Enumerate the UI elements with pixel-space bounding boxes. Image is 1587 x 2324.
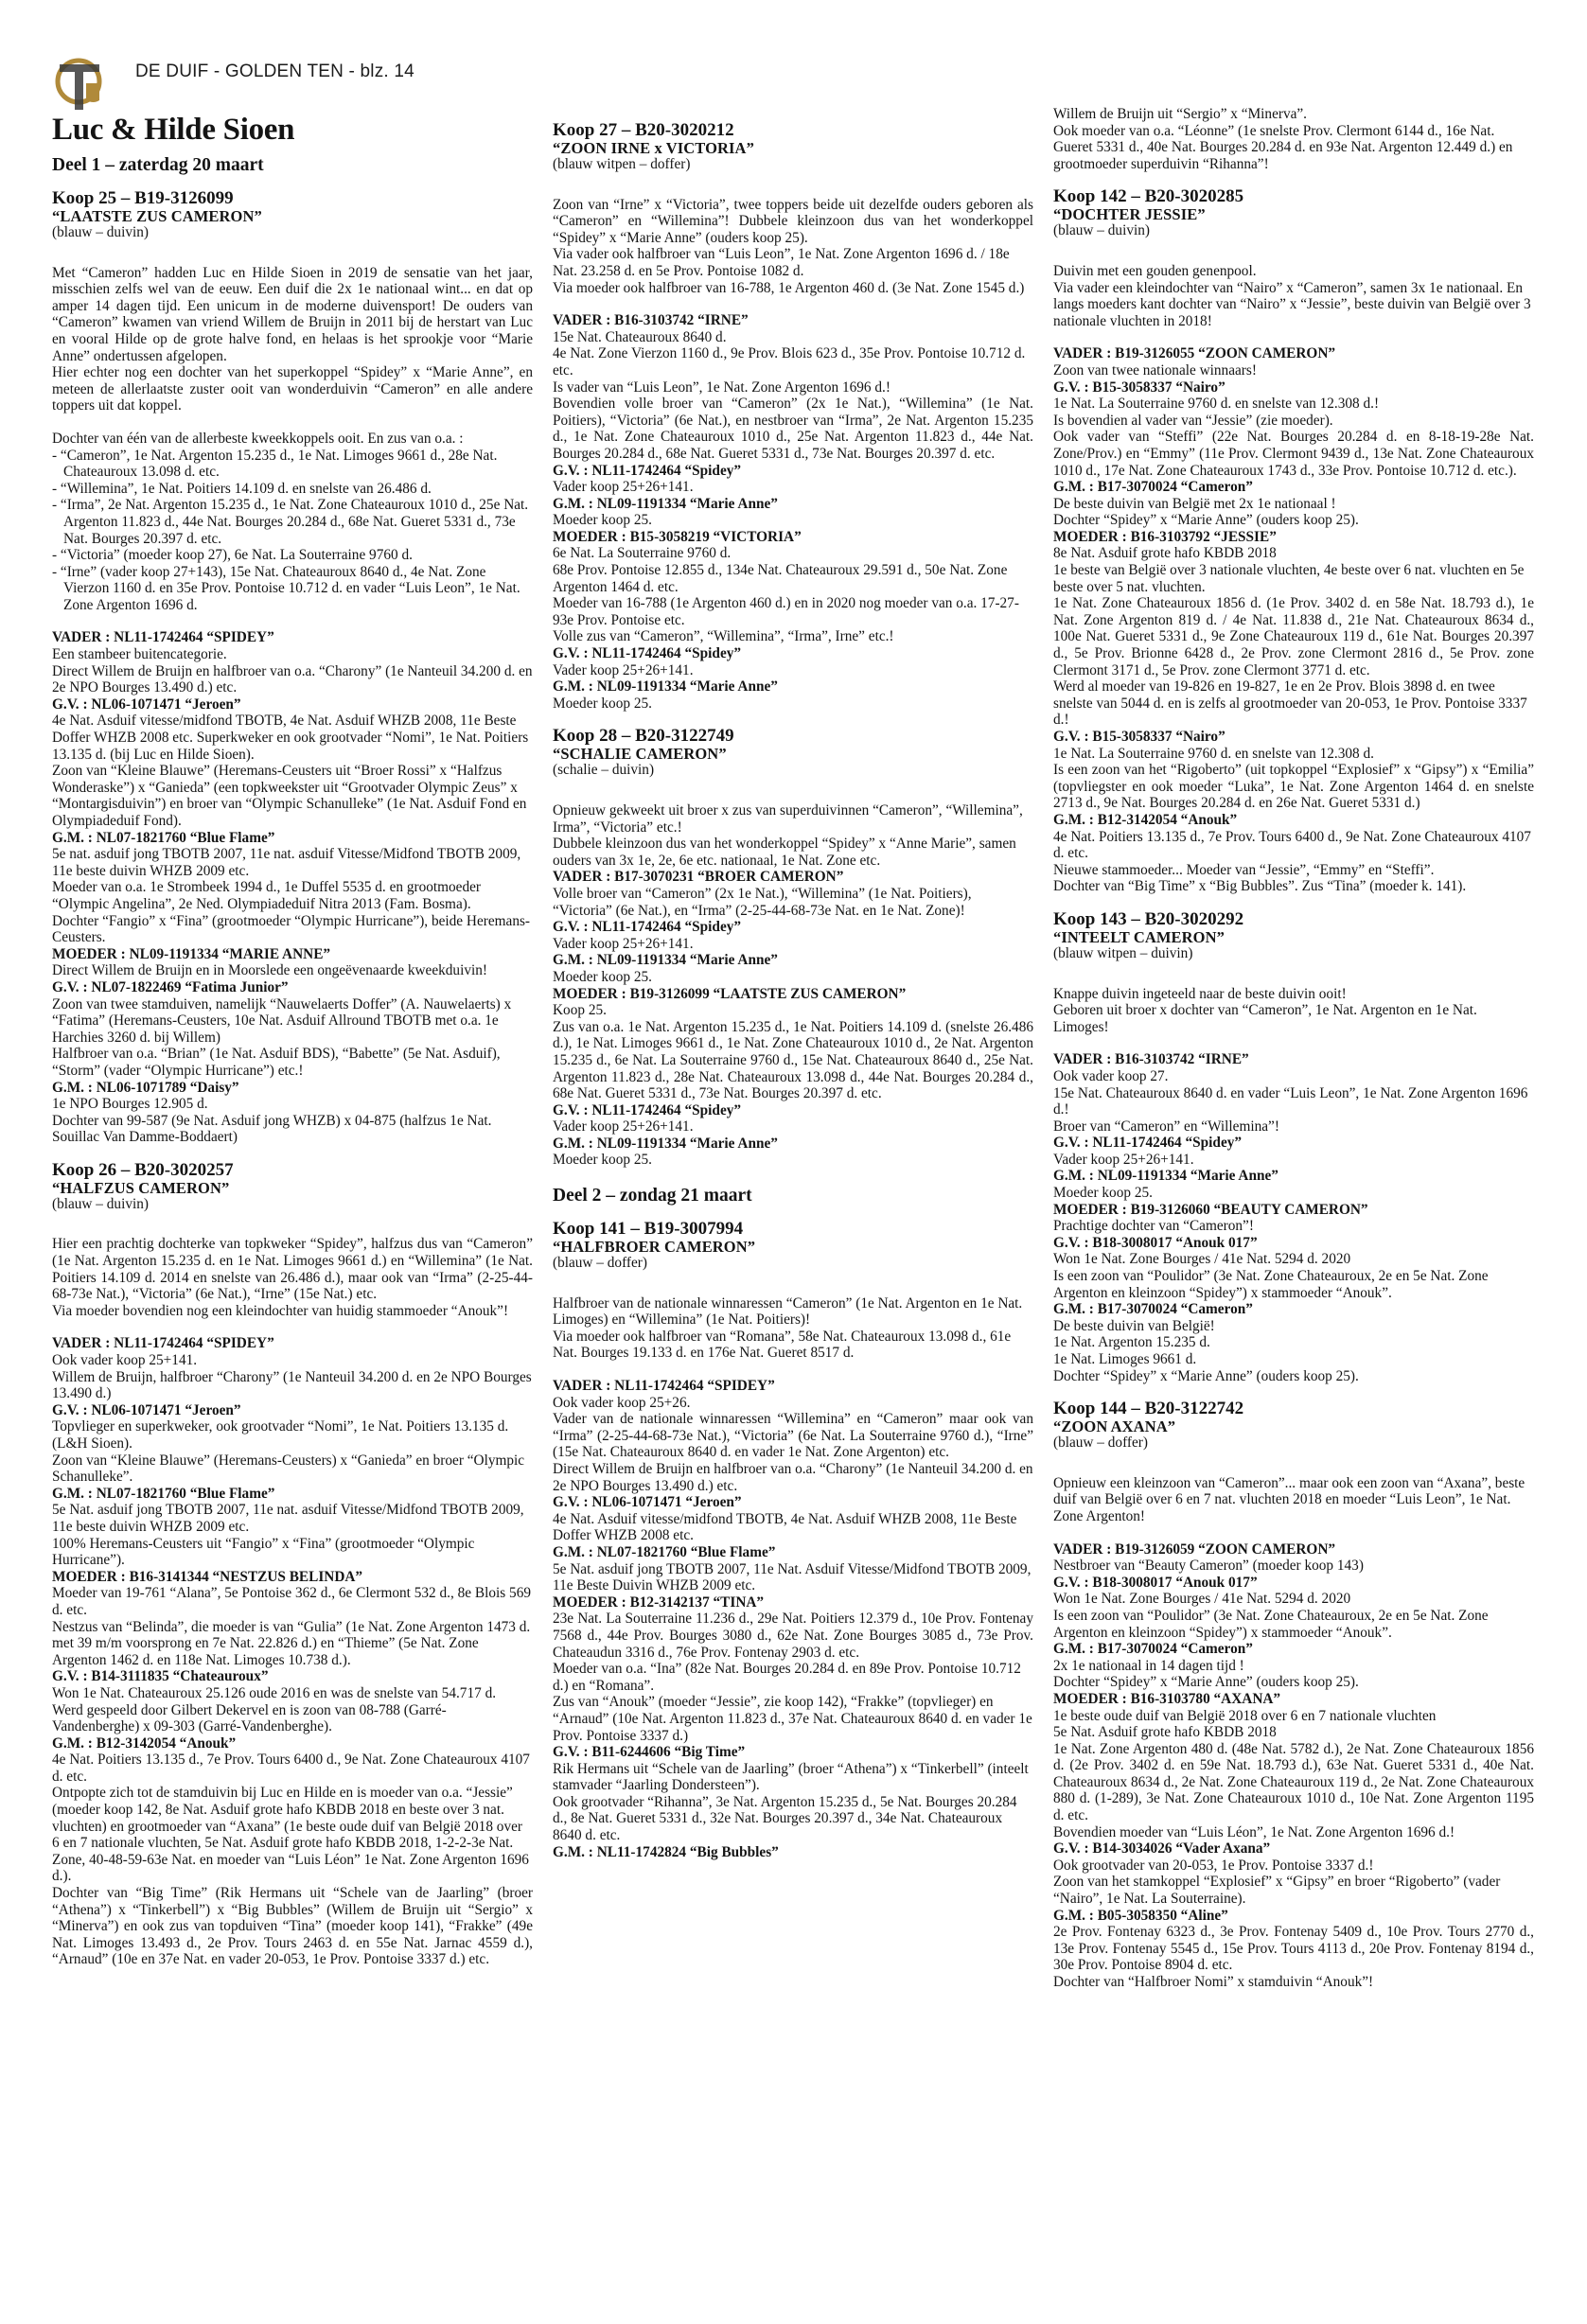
lot-intro: Zoon van “Irne” x “Victoria”, twee toppers beide uit dezelfde ouders geboren als “Cameron” en “Willemina”! Dubbele kleinzoon dus van het wonderkoppel “Spidey” x “Marie Anne” (ouders koop 25). <box>553 196 1033 246</box>
pedigree-line: Ook vader koop 27. <box>1053 1067 1169 1084</box>
pedigree-line: Zoon van het stamkoppel “Explosief” x “Gipsy” en broer “Rigoberto” (vader “Nairo”, 1e Nat. La Souterraine). <box>1053 1874 1501 1908</box>
pedigree-line: G.M. : NL07-1821760 “Blue Flame” <box>553 1543 776 1560</box>
pedigree-line: Is bovendien al vader van “Jessie” (zie moeder). <box>1053 412 1333 429</box>
dam-heading: MOEDER : B19-3126060 “BEAUTY CAMERON” <box>1053 1201 1368 1218</box>
dam-heading: MOEDER : B15-3058219 “VICTORIA” <box>553 528 802 545</box>
pedigree-line: Zus van o.a. 1e Nat. Argenton 15.235 d., 1e Nat. Poitiers 14.109 d. (snelste 26.486 d.), 1e Nat. Limoges 9661 d., 1e Nat. Zone Chateauroux 1010 d., 2e Nat. Argenton 15.235 d., 6e Nat. La Souterraine 9760 d., 15e Nat. Chateauroux 8640 d., 25e Nat. Argenton 11.823 d., 28e Nat. Chateauroux 13.098 d., 44e Nat. Bourges 20.284 d., 68e Nat. Gueret 5331 d., 73e Nat. Bourges 20.397 d. etc. <box>553 1018 1033 1102</box>
pedigree-line: Moeder van 19-761 “Alana”, 5e Pontoise 362 d., 6e Clermont 532 d., 8e Blois 569 d. etc. <box>52 1585 531 1618</box>
pedigree-line: 6e Nat. La Souterraine 9760 d. <box>553 545 732 562</box>
pedigree-line: Dochter “Spidey” x “Marie Anne” (ouders koop 25). <box>1053 512 1359 529</box>
pedigree-line: Moeder van 16-788 (1e Argenton 460 d.) en in 2020 nog moeder van o.a. 17-27-93e Prov. Pontoise etc. <box>553 595 1019 628</box>
pedigree-line: 100% Heremans-Ceusters uit “Fangio” x “Fina” (grootmoeder “Olympic Hurricane”). <box>52 1535 475 1569</box>
pedigree-line: G.M. : NL06-1071789 “Daisy” <box>52 1079 239 1096</box>
pedigree-line: Dochter van “Big Time” (Rik Hermans uit “Schele van de Jaarling” (broer “Athena”) x “Tinkerbell”) x “Big Bubbles” (Willem de Bruijn uit “Sergio” x “Minerva”) en ook zus van topduiven “Tina” (moeder koop 141), “Frakke” (49e Nat. Limoges 13.493 d., 2e Prov. Tours 2463 d. en 55e Nat. Jarnac 4559 d.), “Arnaud” (10e en 37e Nat. en vader 20-053, 1e Prov. Pontoise 3337 d.) etc. <box>52 1885 533 1968</box>
pedigree-line: Broer van “Cameron” en “Willemina”! <box>1053 1118 1279 1135</box>
pedigree-line: Volle broer van “Cameron” (2x 1e Nat.), “Willemina” (1e Nat. Poitiers), “Victoria” (6e Nat.), en “Irma” (2-25-44-68-73e Nat. en 1e Nat. Zone)! <box>553 885 972 919</box>
pedigree-line: 1e NPO Bourges 12.905 d. <box>52 1096 208 1113</box>
pedigree-line: Nestbroer van “Beauty Cameron” (moeder koop 143) <box>1053 1558 1364 1575</box>
pedigree-line: G.M. : NL09-1191334 “Marie Anne” <box>553 952 778 969</box>
pedigree-line: 1e beste oude duif van België 2018 over 6 en 7 nationale vluchten <box>1053 1707 1437 1724</box>
pedigree-line: Dochter “Spidey” x “Marie Anne” (ouders koop 25). <box>1053 1367 1359 1384</box>
lot-name: “HALFZUS CAMERON” <box>52 1178 230 1197</box>
lot-name: “ZOON AXANA” <box>1053 1417 1176 1436</box>
dam-heading: MOEDER : B16-3141344 “NESTZUS BELINDA” <box>52 1568 363 1585</box>
sire-heading: VADER : NL11-1742464 “SPIDEY” <box>52 1335 274 1352</box>
lot-intro: Knappe duivin ingeteeld naar de beste duivin ooit! <box>1053 985 1347 1002</box>
lot-intro: Met “Cameron” hadden Luc en Hilde Sioen in 2019 de sensatie van het jaar, misschien zelfs wel van de eeuw. Een duif die 2x 1e nationaal wint... en dat op amper 14 dagen tijd. Een unicum in de moderne duivensport! De ouders van “Cameron” kwamen van vriend Willem de Bruijn in 2011 bij de herstart van Luc en vooral Hilde op de grote halve fond, en helaas is het sprookje voor “Marie Anne” ondertussen afgelopen. <box>52 264 533 364</box>
pedigree-line: G.M. : B05-3058350 “Aline” <box>1053 1907 1228 1924</box>
list-item: - “Cameron”, 1e Nat. Argenton 15.235 d., 1e Nat. Limoges 9661 d., 28e Nat. Chateauroux 13.098 d. etc. <box>52 447 498 481</box>
pedigree-line: 5e Nat. Asduif grote hafo KBDB 2018 <box>1053 1724 1277 1741</box>
lot-intro: Via moeder bovendien nog een kleindochter van huidig stammoeder “Anouk”! <box>52 1302 509 1319</box>
dam-heading: MOEDER : NL09-1191334 “MARIE ANNE” <box>52 945 331 962</box>
pedigree-line: Ook vader koop 25+26. <box>553 1394 691 1411</box>
lot-144 <box>1053 1400 1534 1990</box>
lot-intro: Geboren uit broer x dochter van “Cameron”, 1e Nat. Argenton en 1e Nat. Limoges! <box>1053 1002 1477 1035</box>
pedigree-line: Is een zoon van “Poulidor” (3e Nat. Zone Chateauroux, 2e en 5e Nat. Zone Argenton en kleinzoon “Spidey”) x stammoeder “Anouk”. <box>1053 1268 1489 1301</box>
pedigree-line: G.M. : NL09-1191334 “Marie Anne” <box>1053 1168 1278 1185</box>
lot-number: Koop 142 – B20-3020285 <box>1053 186 1244 207</box>
pedigree-line: 2x 1e nationaal in 14 dagen tijd ! <box>1053 1657 1244 1674</box>
lot-27 <box>553 121 1033 712</box>
pedigree-line: Ook grootvader van 20-053, 1e Prov. Pontoise 3337 d.! <box>1053 1857 1374 1874</box>
golden-ten-logo-icon <box>52 55 109 112</box>
list-item: - “Willemina”, 1e Nat. Poitiers 14.109 d. en snelste van 26.486 d. <box>52 480 432 497</box>
pedigree-line: G.V. : NL11-1742464 “Spidey” <box>553 919 742 936</box>
pedigree-line: Won 1e Nat. Zone Bourges / 41e Nat. 5294 d. 2020 <box>1053 1591 1351 1608</box>
pedigree-line: G.V. : NL11-1742464 “Spidey” <box>553 1101 742 1118</box>
pedigree-line: Vader koop 25+26+141. <box>553 479 694 496</box>
pedigree-line: G.V. : NL07-1822469 “Fatima Junior” <box>52 978 289 995</box>
lot-28 <box>553 727 1033 1169</box>
lot-name: “LAATSTE ZUS CAMERON” <box>52 207 262 225</box>
pedigree-line: 4e Nat. Zone Vierzon 1160 d., 9e Prov. Blois 623 d., 35e Prov. Pontoise 10.712 d. etc. <box>553 345 1026 379</box>
dam-heading: MOEDER : B16-3103792 “JESSIE” <box>1053 528 1277 545</box>
lot-name: “DOCHTER JESSIE” <box>1053 205 1206 224</box>
list-item: - “Victoria” (moeder koop 27), 6e Nat. La Souterraine 9760 d. <box>52 547 413 564</box>
pedigree-line: Vader koop 25+26+141. <box>553 1118 694 1136</box>
pedigree-line: G.M. : NL11-1742824 “Big Bubbles” <box>553 1843 779 1860</box>
pedigree-line: G.V. : B14-3034026 “Vader Axana” <box>1053 1840 1271 1857</box>
pedigree-line: Vader van de nationale winnaressen “Willemina” en “Cameron” maar ook van “Irma” (2-25-44-68-73e Nat.), “Victoria” (6e Nat. La Souterraine 9760 d.), “Irne” (15e Nat. Chateauroux 8640 d. en vader 1e Nat. Zone Argenton) etc. <box>553 1411 1033 1461</box>
pedigree-line: Ook vader koop 25+141. <box>52 1352 198 1369</box>
pedigree-line: Direct Willem de Bruijn en halfbroer van o.a. “Charony” (1e Nanteuil 34.200 d. en 2e NPO Bourges 13.490 d.) etc. <box>553 1461 1033 1494</box>
lot-intro: Hier echter nog een dochter van het superkoppel “Spidey” x “Marie Anne”, en meteen de allerlaatste zuster ooit van wonderduivin “Cameron” en alle andere toppers uit dat koppel. <box>52 364 533 414</box>
dam-heading: MOEDER : B16-3103780 “AXANA” <box>1053 1690 1281 1707</box>
pedigree-line: G.M. : NL07-1821760 “Blue Flame” <box>52 829 275 846</box>
pedigree-line: Volle zus van “Cameron”, “Willemina”, “Irma”, Irne” etc.! <box>553 628 894 645</box>
lot-intro: Via vader ook halfbroer van “Luis Leon”, 1e Nat. Zone Argenton 1696 d. / 18e Nat. 23.258 d. en 5e Prov. Pontoise 1082 d. <box>553 246 1010 279</box>
pedigree-line: 68e Prov. Pontoise 12.855 d., 134e Nat. Chateauroux 29.591 d., 50e Nat. Zone Argenton 1464 d. etc. <box>553 562 1008 595</box>
pedigree-line: 15e Nat. Chateauroux 8640 d. <box>553 328 727 345</box>
pedigree-line: G.V. : NL06-1071471 “Jeroen” <box>52 695 241 713</box>
pedigree-line: Direct Willem de Bruijn en halfbroer van o.a. “Charony” (1e Nanteuil 34.200 d. en 2e NPO Bourges 13.490 d.) etc. <box>52 662 533 696</box>
lot-141 <box>553 1220 1033 1860</box>
lot-color: (blauw – doffer) <box>1053 1435 1148 1452</box>
dam-heading: MOEDER : B19-3126099 “LAATSTE ZUS CAMERON” <box>553 985 907 1002</box>
pedigree-line: Ook vader van “Steffi” (22e Nat. Bourges 20.284 d. en 8-18-19-28e Nat. Zone/Prov.) en “Emmy” (11e Prov. Clermont 9439 d., 13e Nat. Zone Chateauroux 1010 d., 17e Nat. Zone Chateauroux 1743 d., 33e Prov. Pontoise 10.712 d. etc.). <box>1053 429 1534 479</box>
part-1-heading: Deel 1 – zaterdag 20 maart <box>52 155 264 175</box>
pedigree-line: G.V. : B18-3008017 “Anouk 017” <box>1053 1574 1258 1591</box>
pedigree-line: 1e Nat. Zone Argenton 480 d. (48e Nat. 5782 d.), 2e Nat. Zone Chateauroux 1856 d. (2e Prov. 3402 d. en 59e Nat. 18.793 d.), 63e Nat. Gueret 5331 d., 40e Nat. Chateauroux 8634 d., 2e Nat. Zone Chateauroux 119 d., 2e Nat. Zone Chateauroux 880 d. (1-289), 3e Nat. Zone Chateauroux 1010 d., 10e Nat. Zone Argenton 1195 d. etc. <box>1053 1740 1534 1824</box>
lot-intro: Via moeder ook halfbroer van 16-788, 1e Argenton 460 d. (3e Nat. Zone 1545 d.) <box>553 279 1025 296</box>
lot-143 <box>1053 910 1534 1384</box>
pedigree-line: G.V. : NL06-1071471 “Jeroen” <box>553 1494 742 1511</box>
pedigree-line: 4e Nat. Poitiers 13.135 d., 7e Prov. Tours 6400 d., 9e Nat. Zone Chateauroux 4107 d. etc. <box>1053 828 1531 862</box>
lot-color: (blauw – duivin) <box>52 1195 149 1212</box>
pedigree-line: G.V. : B11-6244606 “Big Time” <box>553 1744 746 1761</box>
pedigree-line: 5e Nat. asduif jong TBOTB 2007, 11e nat. asduif Vitesse/Midfond TBOTB 2009, 11e beste duivin WHZB 2009 etc. <box>52 1502 524 1535</box>
pedigree-line: Vader koop 25+26+141. <box>1053 1151 1194 1168</box>
pedigree-line: Halfbroer van o.a. “Brian” (1e Nat. Asduif BDS), “Babette” (5e Nat. Asduif), “Storm” (vader “Olympic Hurricane”) etc.! <box>52 1046 501 1079</box>
sire-heading: VADER : B16-3103742 “IRNE” <box>1053 1051 1249 1068</box>
pedigree-line: G.V. : B14-3111835 “Chateauroux” <box>52 1668 269 1685</box>
lot-intro: Hier een prachtig dochterke van topkweker “Spidey”, halfzus dus van “Cameron” (1e Nat. Argenton 15.235 d. en 1e Nat. Limoges 9661 d.) en “Willemina” (1e Nat. Poitiers 14.109 d. 2014 en snelste van 26.486 d.), maar ook van “Irma” (2-25-44-68-73e Nat.), “Victoria” (6e Nat.), “Irne” (15e Nat.) etc. <box>52 1236 533 1303</box>
pedigree-line: 8e Nat. Asduif grote hafo KBDB 2018 <box>1053 545 1277 562</box>
pedigree-line: G.V. : NL06-1071471 “Jeroen” <box>52 1401 241 1418</box>
pedigree-line: G.V. : NL11-1742464 “Spidey” <box>553 645 742 662</box>
pedigree-line: G.M. : NL07-1821760 “Blue Flame” <box>52 1485 275 1502</box>
pedigree-line: Won 1e Nat. Zone Bourges / 41e Nat. 5294 d. 2020 <box>1053 1251 1351 1268</box>
lot-number: Koop 143 – B20-3020292 <box>1053 908 1244 929</box>
page-header <box>52 55 1547 112</box>
lot-name: “SCHALIE CAMERON” <box>553 745 727 764</box>
lot-name: “HALFBROER CAMERON” <box>553 1238 756 1257</box>
pedigree-line: Werd al moeder van 19-826 en 19-827, 1e en 2e Prov. Blois 3898 d. en twee snelste van 5044 d. en is zelfs al grootmoeder van 20-053, 1e Prov. Pontoise 3337 d.! <box>1053 678 1527 729</box>
pedigree-line: Moeder koop 25. <box>553 512 652 529</box>
lot-color: (blauw witpen – doffer) <box>553 156 691 172</box>
lot-142 <box>1053 187 1534 895</box>
pedigree-line-continued: Ook moeder van o.a. “Léonne” (1e snelste Prov. Clermont 6144 d., 16e Nat. Gueret 5331 d., 40e Nat. Bourges 20.284 d. en 93e Nat. Argenton 12.449 d.) en grootmoeder superduivin “Rihanna”! <box>1053 122 1513 172</box>
pedigree-line: 5e nat. asduif jong TBOTB 2007, 11e nat. asduif Vitesse/Midfond TBOTB 2009, 11e beste duivin WHZB 2009 etc. <box>52 846 521 879</box>
pedigree-line: Werd gespeeld door Gilbert Dekervel en is zoon van 08-788 (Garré-Vandenberghe) x 09-303 (Garré-Vandenberghe). <box>52 1701 447 1735</box>
lot-color: (schalie – duivin) <box>553 762 655 779</box>
pedigree-line: G.V. : NL11-1742464 “Spidey” <box>553 462 742 479</box>
pedigree-line: G.M. : NL09-1191334 “Marie Anne” <box>553 495 778 512</box>
pedigree-line: Is vader van “Luis Leon”, 1e Nat. Zone Argenton 1696 d.! <box>553 379 890 396</box>
pedigree-line: Bovendien moeder van “Luis Léon”, 1e Nat. Zone Argenton 1696 d.! <box>1053 1823 1455 1840</box>
pedigree-line: G.M. : NL09-1191334 “Marie Anne” <box>553 1135 778 1152</box>
pedigree-line: Prachtige dochter van “Cameron”! <box>1053 1218 1254 1235</box>
list-item: - “Irne” (vader koop 27+143), 15e Nat. Chateauroux 8640 d., 4e Nat. Zone Vierzon 1160 d. en 35e Prov. Pontoise 10.712 d. en vader “Luis Leon”, 1e Nat. Zone Argenton 1696 d. <box>52 563 520 613</box>
pedigree-line: 4e Nat. Poitiers 13.135 d., 7e Prov. Tours 6400 d., 9e Nat. Zone Chateauroux 4107 d. etc. <box>52 1752 530 1785</box>
pedigree-line-continued: Willem de Bruijn uit “Sergio” x “Minerva”. <box>1053 106 1308 122</box>
column-3 <box>1053 106 1534 1991</box>
lot-intro: Opnieuw een kleinzoon van “Cameron”... maar ook een zoon van “Axana”, beste duif van België over 6 en 7 nat. vluchten 2018 en moeder “Luis Leon”, 1e Nat. Zone Argenton! <box>1053 1474 1525 1524</box>
lot-name: “ZOON IRNE x VICTORIA” <box>553 139 754 157</box>
pedigree-line: 1e Nat. La Souterraine 9760 d. en snelste van 12.308 d. <box>1053 745 1374 762</box>
pedigree-line: Topvlieger en superkweker, ook grootvader “Nomi”, 1e Nat. Poitiers 13.135 d. (L&H Sioen). <box>52 1418 509 1452</box>
lot-26 <box>52 1161 533 1968</box>
pedigree-line: 1e Nat. Argenton 15.235 d. <box>1053 1334 1210 1351</box>
pedigree-line: Nestzus van “Belinda”, die moeder is van “Gulia” (1e Nat. Zone Argenton 1473 d. met 39 m/m voorsprong en 7e Nat. 22.826 d.) en “Thieme” (5e Nat. Zone Argenton 1462 d. en 118e Nat. Limoges 10.738 d.). <box>52 1618 531 1668</box>
pedigree-line: G.V. : NL11-1742464 “Spidey” <box>1053 1135 1243 1152</box>
pedigree-line: 4e Nat. Asduif vitesse/midfond TBOTB, 4e Nat. Asduif WHZB 2008, 11e Beste Doffer WHZB 2008 etc. <box>553 1510 1017 1544</box>
lot-intro: Duivin met een gouden genenpool. <box>1053 262 1257 279</box>
pedigree-line: Dochter van 99-587 (9e Nat. Asduif jong WHZB) x 04-875 (halfzus 1e Nat. Souillac Van Damme-Boddaert) <box>52 1112 492 1146</box>
pedigree-line: Ontpopte zich tot de stamduivin bij Luc en Hilde en is moeder van o.a. “Jessie” (moeder koop 142, 8e Nat. Asduif grote hafo KBDB 2018 en beste over 3 nat. vluchten) en grootmoeder van “Axana” (1e beste oude duif van België 2018 over 6 en 7 nationale vluchten, 5e Nat. Asduif grote hafo KBDB 2018, 1-2-2-3e Nat. Zone, 40-48-59-63e Nat. en moeder van “Luis Léon” 1e Nat. Zone Argenton 1696 d.). <box>52 1785 529 1885</box>
pedigree-line: Dochter “Fangio” x “Fina” (grootmoeder “Olympic Hurricane”), beide Heremans-Ceusters. <box>52 912 531 946</box>
pedigree-line: Bovendien volle broer van “Cameron” (2x 1e Nat.), “Willemina” (1e Nat. Poitiers), “Victoria” (6e Nat.), en nestbroer van “Irma”, 2e Nat. Argenton 15.235 d., 1e Nat. Zone Chateauroux 1010 d., 25e Nat. Argenton 11.823 d., 44e Nat. Bourges 20.284 d., 68e Nat. Gueret 5331 d., 73e Nat. Bourges 20.397 d. etc. <box>553 396 1033 462</box>
pedigree-line: Zus van “Anouk” (moeder “Jessie”, zie koop 142), “Frakke” (topvlieger) en “Arnaud” (10e Nat. Argenton 11.823 d., 37e Nat. Chateauroux 8640 d. en vader 1e Prov. Pontoise 3337 d.) <box>553 1694 1032 1744</box>
dam-heading: MOEDER : B12-3142137 “TINA” <box>553 1593 765 1611</box>
lot-number: Koop 25 – B19-3126099 <box>52 188 234 208</box>
lot-number: Koop 26 – B20-3020257 <box>52 1159 234 1180</box>
pedigree-line: G.V. : B15-3058337 “Nairo” <box>1053 379 1226 396</box>
pedigree-line: 15e Nat. Chateauroux 8640 d. en vader “Luis Leon”, 1e Nat. Zone Argenton 1696 d.! <box>1053 1084 1528 1118</box>
lot-color: (blauw witpen – duivin) <box>1053 944 1193 961</box>
pedigree-line: G.M. : B12-3142054 “Anouk” <box>1053 811 1238 828</box>
pedigree-line: Direct Willem de Bruijn en in Moorslede een ongeëvenaarde kweekduivin! <box>52 962 487 979</box>
pedigree-line: 4e Nat. Asduif vitesse/midfond TBOTB, 4e Nat. Asduif WHZB 2008, 11e Beste Doffer WHZB 2008 etc. Superkweker en ook grootvader “Nomi”, 1e Nat. Poitiers 13.135 d. (bij Luc en Hilde Sioen). <box>52 713 529 763</box>
lot-intro: Via moeder ook halfbroer van “Romana”, 58e Nat. Chateauroux 13.098 d., 61e Nat. Bourges 19.133 d. en 176e Nat. Gueret 8517 d. <box>553 1328 1012 1362</box>
lot-color: (blauw – duivin) <box>52 224 149 240</box>
pedigree-line: Won 1e Nat. Chateauroux 25.126 oude 2016 en was de snelste van 54.717 d. <box>52 1684 497 1701</box>
sire-heading: VADER : NL11-1742464 “SPIDEY” <box>553 1378 775 1395</box>
column-1 <box>52 114 533 1968</box>
lot-25 <box>52 189 533 1146</box>
pedigree-line: Moeder koop 25. <box>553 695 652 712</box>
pedigree-line: De beste duivin van België! <box>1053 1317 1215 1334</box>
pedigree-line: Dochter “Spidey” x “Marie Anne” (ouders koop 25). <box>1053 1674 1359 1691</box>
lot-name: “INTEELT CAMERON” <box>1053 927 1225 946</box>
pedigree-line: 1e Nat. La Souterraine 9760 d. en snelste van 12.308 d.! <box>1053 396 1380 413</box>
pedigree-line: Moeder koop 25. <box>1053 1185 1153 1202</box>
list-item: - “Irma”, 2e Nat. Argenton 15.235 d., 1e Nat. Zone Chateauroux 1010 d., 25e Nat. Argenton 11.823 d., 44e Nat. Bourges 20.284 d., 68e Nat. Gueret 5331 d., 73e Nat. Bourges 20.397 d. etc. <box>52 497 529 547</box>
pedigree-line: Zoon van “Kleine Blauwe” (Heremans-Ceusters uit “Broer Rossi” x “Halfzus Wonderaske”) x “Ganieda” (een topkweekster uit “Grootvader Olympic Zeus” x “Montargisduivin”) en broer van “Olympic Schanulleke” (1e Nat. Asduif Fond en Olympiadeduif Fond). <box>52 763 527 829</box>
sire-heading: VADER : B17-3070231 “BROER CAMERON” <box>553 869 844 886</box>
lot-number: Koop 144 – B20-3122742 <box>1053 1399 1244 1419</box>
pedigree-line: Rik Hermans uit “Schele van de Jaarling” (broer “Athena”) x “Tinkerbell” (inteelt stamvader “Jaarling Dondersteen”). <box>553 1760 1029 1794</box>
pedigree-line: Willem de Bruijn, halfbroer “Charony” (1e Nanteuil 34.200 d. en 2e NPO Bourges 13.490 d.) <box>52 1368 532 1402</box>
pedigree-line: Zoon van twee stamduiven, namelijk “Nauwelaerts Doffer” (A. Nauwelaerts) x “Fatima” (Heremans-Ceusters, 10e Nat. Asduif Allround TBOTB met o.a. 1e Harchies 3260 d. bij Willem) <box>52 995 512 1046</box>
breeder-title: Luc & Hilde Sioen <box>52 113 295 147</box>
pedigree-line: G.M. : B17-3070024 “Cameron” <box>1053 479 1253 496</box>
pedigree-line: 5e Nat. asduif jong TBOTB 2007, 11e Nat. Asduif Vitesse/Midfond TBOTB 2009, 11e Beste Duivin WHZB 2009 etc. <box>553 1560 1032 1594</box>
lot-intro: Opnieuw gekweekt uit broer x zus van superduivinnen “Cameron”, “Willemina”, Irma”, “Victoria” etc.! <box>553 802 1023 836</box>
pedigree-line: 2e Prov. Fontenay 6323 d., 3e Prov. Fontenay 5409 d., 10e Prov. Tours 2770 d., 13e Prov. Fontenay 5545 d., 15e Prov. Tours 4113 d., 20e Prov. Fontenay 8194 d., 30e Prov. Pontoise 8904 d. etc. <box>1053 1924 1534 1974</box>
pedigree-line: G.V. : B15-3058337 “Nairo” <box>1053 729 1226 745</box>
sibling-list <box>52 448 533 614</box>
pedigree-line: Zoon van twee nationale winnaars! <box>1053 361 1257 379</box>
pedigree-line: Is een zoon van het “Rigoberto” (uit topkoppel “Explosief” x “Gipsy”) x “Emilia” (topvliegster en ook moeder “Luka”, 1e Nat. Zone Argenton 1464 d. en snelste 2713 d., 9e Nat. Bourges 20.284 d. en 26e Nat. Gueret 5331 d.) <box>1053 762 1534 812</box>
lot-color: (blauw – doffer) <box>553 1255 647 1272</box>
lot-intro: Dubbele kleinzoon dus van het wonderkoppel “Spidey” x “Anne Marie”, samen ouders van 3x 1e, 2e, 6e etc. nationaal, 1e Nat. Zone etc. <box>553 836 1016 869</box>
pedigree-line: De beste duivin van België met 2x 1e nationaal ! <box>1053 495 1336 512</box>
pedigree-line: 1e Nat. Zone Chateauroux 1856 d. (1e Prov. 3402 d. en 58e Nat. 18.793 d.), 1e Nat. Zone Argenton 819 d. / 4e Nat. 11.838 d., 21e Nat. Chateauroux 8634 d., 100e Nat. Gueret 5331 d., 9e Zone Chateauroux 119 d., 61e Nat. Bourges 20.397 d., 5e Prov. Brionne 6428 d., 2e Prov. zone Clermont 2816 d., 5e Prov. zone Clermont 3171 d., 5e Prov. zone Clermont 3771 d. etc. <box>1053 595 1534 678</box>
sire-heading: VADER : B19-3126059 “ZOON CAMERON” <box>1053 1541 1336 1558</box>
pedigree-line: Moeder koop 25. <box>553 1152 652 1169</box>
pedigree-line: Vader koop 25+26+141. <box>553 661 694 678</box>
pedigree-line: G.M. : NL09-1191334 “Marie Anne” <box>553 678 778 695</box>
lot-color: (blauw – duivin) <box>1053 222 1150 239</box>
pedigree-line: Is een zoon van “Poulidor” (3e Nat. Zone Chateauroux, 2e en 5e Nat. Zone Argenton en kleinzoon “Spidey”) x stammoeder “Anouk”. <box>1053 1607 1489 1641</box>
pedigree-line: Dochter van “Halfbroer Nomi” x stamduivin “Anouk”! <box>1053 1974 1374 1990</box>
lot-number: Koop 141 – B19-3007994 <box>553 1219 744 1240</box>
pedigree-line: G.M. : B17-3070024 “Cameron” <box>1053 1641 1253 1658</box>
lot-intro: Via vader een kleindochter van “Nairo” x “Cameron”, samen 3x 1e nationaal. En langs moeders kant dochter van “Nairo” x “Jessie”, beste duivin van België over 3 nationale vluchten in 2018! <box>1053 279 1531 329</box>
pedigree-line: Koop 25. <box>553 1002 607 1019</box>
pedigree-line: Nieuwe stammoeder... Moeder van “Jessie”, “Emmy” en “Steffi”. <box>1053 861 1435 878</box>
pedigree-line: G.M. : B12-3142054 “Anouk” <box>52 1734 237 1752</box>
pedigree-line: Moeder van o.a. “Ina” (82e Nat. Bourges 20.284 d. en 89e Prov. Pontoise 10.712 d.) en “Romana”. <box>553 1661 1021 1694</box>
pedigree-line: G.V. : B18-3008017 “Anouk 017” <box>1053 1234 1258 1251</box>
sire-heading: VADER : NL11-1742464 “SPIDEY” <box>52 629 274 646</box>
lot-intro: Halfbroer van de nationale winnaressen “Cameron” (1e Nat. Argenton en 1e Nat. Limoges) en “Willemina” (1e Nat. Poitiers)! <box>553 1294 1023 1329</box>
sibling-list-intro: Dochter van één van de allerbeste kweekkoppels ooit. En zus van o.a. : <box>52 430 464 447</box>
pedigree-line: Een stambeer buitencategorie. <box>52 646 227 663</box>
page-header-text: DE DUIF - GOLDEN TEN - blz. 14 <box>135 62 414 81</box>
sire-heading: VADER : B16-3103742 “IRNE” <box>553 312 749 329</box>
pedigree-line: Zoon van “Kleine Blauwe” (Heremans-Ceusters) x “Ganieda” en broer “Olympic Schanulleke”. <box>52 1452 525 1486</box>
pedigree-line: 1e beste van België over 3 nationale vluchten, 4e beste over 6 nat. vluchten en 5e beste over 5 nat. vluchten. <box>1053 562 1525 595</box>
pedigree-line: 1e Nat. Limoges 9661 d. <box>1053 1351 1197 1367</box>
pedigree-line: G.M. : B17-3070024 “Cameron” <box>1053 1301 1253 1318</box>
column-2 <box>553 106 1033 1860</box>
pedigree-line: Ook grootvader “Rihanna”, 3e Nat. Argenton 15.235 d., 5e Nat. Bourges 20.284 d., 8e Nat. Gueret 5331 d., 32e Nat. Bourges 20.397 d., 34e Nat. Chateauroux 8640 d. etc. <box>553 1793 1017 1844</box>
pedigree-line: 23e Nat. La Souterraine 11.236 d., 29e Nat. Poitiers 12.379 d., 10e Prov. Fontenay 7568 d., 44e Prov. Bourges 3080 d., 62e Nat. Zone Bourges 3085 d., 73e Prov. Chateaudun 3316 d., 76e Prov. Fontenay 2903 d. etc. <box>553 1611 1033 1661</box>
pedigree-line: Moeder koop 25. <box>553 968 652 985</box>
lot-number: Koop 28 – B20-3122749 <box>553 726 734 747</box>
pedigree-line: Dochter van “Big Time” x “Big Bubbles”. Zus “Tina” (moeder k. 141). <box>1053 878 1467 895</box>
lot-number: Koop 27 – B20-3020212 <box>553 120 734 140</box>
sire-heading: VADER : B19-3126055 “ZOON CAMERON” <box>1053 345 1336 362</box>
pedigree-line: Moeder van o.a. 1e Strombeek 1994 d., 1e Duffel 5535 d. en grootmoeder “Olympic Angelina”, 2e Ned. Olympiadeduif Nitra 2013 (Fam. Bosma). <box>52 879 481 912</box>
pedigree-line: Vader koop 25+26+141. <box>553 935 694 952</box>
part-2-heading: Deel 2 – zondag 21 maart <box>553 1186 752 1206</box>
